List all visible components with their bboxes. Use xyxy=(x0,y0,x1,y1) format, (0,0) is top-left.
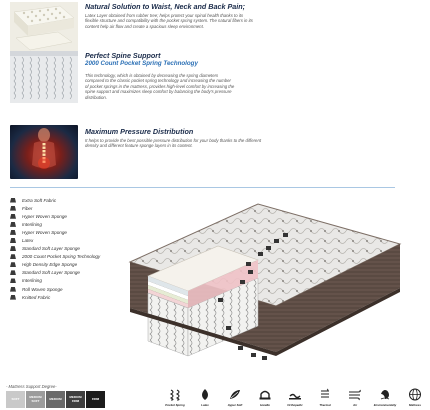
icon-label: Mattress xyxy=(409,403,421,407)
layer-label: Interlining xyxy=(22,278,42,284)
feature-title: Perfect Spine Support xyxy=(85,51,161,60)
mattress-globe-icon xyxy=(408,388,422,401)
latex-feature xyxy=(190,388,220,407)
icon-label: Latex xyxy=(201,403,209,407)
handle-icon xyxy=(258,388,272,401)
layer-label: Extra Soft Fabric xyxy=(22,197,57,203)
layer-marker-icon xyxy=(10,287,18,292)
icon-label: Thermal xyxy=(319,403,331,407)
layer-marker-icon xyxy=(10,222,18,227)
environment-icon xyxy=(378,388,392,401)
layer-label: Interlining xyxy=(22,221,42,227)
support-degree-scale xyxy=(6,391,105,408)
icon-label: Environmentally xyxy=(373,403,397,407)
pocket-spring-feature xyxy=(160,388,190,407)
support-level-medium: MEDIUM xyxy=(46,391,65,408)
layer-label: Standard Soft Layer Sponge xyxy=(22,246,80,252)
layer-marker-icon xyxy=(10,262,18,267)
layer-label: Latex xyxy=(22,238,34,244)
mattress-globe-feature xyxy=(400,388,430,407)
icon-label: Pocket Spring xyxy=(165,403,185,407)
layer-marker-icon xyxy=(10,214,18,219)
layer-marker-icon xyxy=(10,270,18,275)
layer-label: Hyper Woven Sponge xyxy=(22,213,67,219)
icon-label: Handle xyxy=(260,403,270,407)
layer-marker-icon xyxy=(10,198,18,203)
icon-label: Hyper Soft xyxy=(227,403,243,407)
layer-marker-icon xyxy=(10,254,18,259)
latex-icon xyxy=(198,388,212,401)
layer-label: Roll Woven Sponge xyxy=(22,286,63,292)
environment-feature xyxy=(370,388,400,407)
hyper-soft-icon xyxy=(228,388,242,401)
feature-subtitle: 2000 Count Pocket Spring Technology xyxy=(85,60,198,67)
layer-marker-icon xyxy=(10,295,18,300)
layer-marker-icon xyxy=(10,278,18,283)
pocket-springs-icon xyxy=(10,51,78,103)
layer-label: Standard Soft Layer Sponge xyxy=(22,270,80,276)
icon-label: Air xyxy=(352,403,357,407)
mattress-cutaway-illustration xyxy=(108,196,408,376)
layer-label: High Density Edge Sponge xyxy=(22,262,78,268)
feature-description: This technology, which is obtained by decreasing the spring diameters compared to the classic pocket spring technology and increasing the number of pocket springs in the mattress, provides high-level comfort by increasing the spine support and maximizes sleep comfort by balancing the body's pressure distribution. xyxy=(85,73,235,100)
layer-label: Hyper Woven Sponge xyxy=(22,229,67,235)
icon-label: Orthopedic xyxy=(287,403,303,407)
latex-foam-icon xyxy=(10,2,78,54)
support-level-soft: SOFT xyxy=(6,391,25,408)
feature-description: Latex Layer obtained from rubber tree; helps protect your spinal health thanks to its flexible structure and compatibility with the pocket spring system. The natural fibers in its content help air flow and create a spacious sleep environment. xyxy=(85,13,253,29)
layer-marker-icon xyxy=(10,230,18,235)
layer-label: Fiber xyxy=(22,205,33,211)
thermal-icon xyxy=(318,388,332,401)
hyper-soft-feature xyxy=(220,388,250,407)
orthopedic-feature xyxy=(280,388,310,407)
feature-title: Natural Solution to Waist, Neck and Back Pain; xyxy=(85,2,246,11)
support-level-firm: FIRM xyxy=(86,391,105,408)
layer-label: Knitted Fabric xyxy=(22,294,51,300)
orthopedic-icon xyxy=(288,388,302,401)
support-level-medium-soft: MEDIUM SOFT xyxy=(26,391,45,408)
layer-label: 2000 Count Pocket Spring Technology xyxy=(22,254,101,260)
feature-title: Maximum Pressure Distribution xyxy=(85,127,194,136)
support-degree-title: - Mattress Support Degree- xyxy=(6,384,57,389)
thermal-feature xyxy=(310,388,340,407)
feature-icons-row xyxy=(160,388,430,407)
air-icon xyxy=(348,388,362,401)
section-divider xyxy=(10,187,395,188)
air-feature xyxy=(340,388,370,407)
feature-description: It helps to provide the best possible pressure distribution for your body thanks to the different density and different feature sponge layers in its content. xyxy=(85,138,262,149)
support-level-medium-firm: MEDIUM FIRM xyxy=(66,391,85,408)
handle-feature xyxy=(250,388,280,407)
pocket-spring-icon xyxy=(168,388,182,401)
layer-marker-icon xyxy=(10,206,18,211)
layer-marker-icon xyxy=(10,246,18,251)
spine-anatomy-icon xyxy=(10,125,78,179)
layer-marker-icon xyxy=(10,238,18,243)
